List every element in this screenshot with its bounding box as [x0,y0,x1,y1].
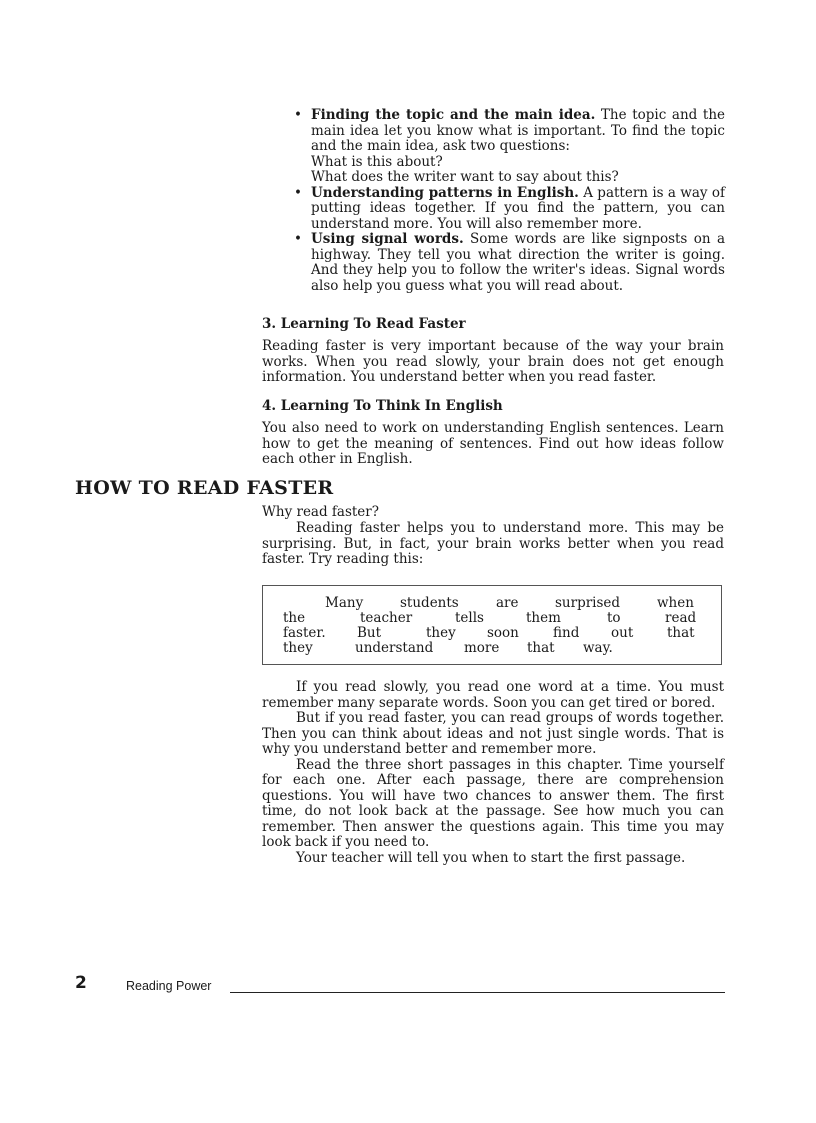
box-word: that [667,625,695,641]
bullet-text: Some words are like signposts on a highway. They tell you what direction the writer is going. And they help you to follow the writer's ideas. Signal words also help you guess what you will read about. [311,231,725,294]
bullet-list [290,108,725,294]
paragraph: Read the three short passages in this chapter. Time yourself for each one. After each passage, there are comprehension questions. You will have two chances to answer them. The first time, do not look back at the passage. See how much you can remember. Then answer the questions again. This time you may look back if you need to. [262,756,724,850]
box-word: soon [487,625,519,641]
section-heading: HOW TO READ FASTER [75,477,334,499]
bullet-term: Finding the topic and the main idea. [311,107,596,123]
bullet-icon: • [294,107,302,123]
question-line: What is this about? [311,153,443,170]
box-word: more [464,640,500,656]
paragraph: But if you read faster, you can read groups of words together. Then you can think about ideas and not just single words. That is why you understand better and remember more. [262,710,724,757]
paragraph: If you read slowly, you read one word at a time. You must remember many separate words. Soon you can get tired or bored. [262,679,724,711]
box-word: they [283,640,313,656]
section-3-title: 3. Learning To Read Faster [262,316,466,332]
bullet-term: Using signal words. [311,231,464,247]
bullet-text: A pattern is a way of putting ideas together. If you find the pattern, you can understand more. You will also remember more. [311,184,726,232]
box-word: read [665,610,697,626]
box-word: the [283,610,306,626]
footer-rule [230,992,725,993]
box-word: to [607,610,621,626]
bullet-icon: • [294,184,302,201]
box-word: way. [583,640,613,656]
bullet-item [290,108,725,186]
box-word: understand [355,640,434,656]
intro-paragraph: Reading faster helps you to understand more. This may be surprising. But, in fact, your brain works better when you read faster. Try reading this: [262,520,724,567]
box-word: that [527,640,555,656]
bullet-term: Understanding patterns in English. [311,184,579,201]
box-word: out [611,625,634,641]
box-word: But [357,625,382,641]
bullet-item [290,232,725,294]
box-word: faster. [283,625,326,641]
bullet-text: The topic and the main idea let you know what is important. To find the topic and the main idea, ask two questions: [311,107,725,154]
reading-sample-box [262,585,722,665]
box-word: Many [325,595,364,611]
section-4-body: You also need to work on understanding English sentences. Learn how to get the meaning of sentences. Find out how ideas follow each other in English. [262,420,724,467]
box-word: find [553,625,580,641]
paragraph: Your teacher will tell you when to start the first passage. [296,849,686,866]
section-3-body: Reading faster is very important because of the way your brain works. When you read slowly, your brain does not get enough information. You understand better when you read faster. [262,338,724,385]
question-line: What does the writer want to say about this? [311,169,619,185]
intro-question: Why read faster? [262,504,379,520]
running-title: Reading Power [126,979,212,993]
box-word: them [526,610,561,626]
box-word: teacher [360,610,413,626]
box-word: are [496,595,519,611]
box-word: when [657,595,694,611]
section-4-title: 4. Learning To Think In English [262,398,503,414]
bullet-item [290,186,725,233]
bullet-icon: • [294,231,302,247]
page-footer [75,973,725,996]
box-word: tells [455,610,484,626]
box-word: they [426,625,456,641]
box-word: students [400,595,459,611]
page-number: 2 [75,973,87,993]
box-word: surprised [555,595,621,611]
body-text [262,680,724,866]
